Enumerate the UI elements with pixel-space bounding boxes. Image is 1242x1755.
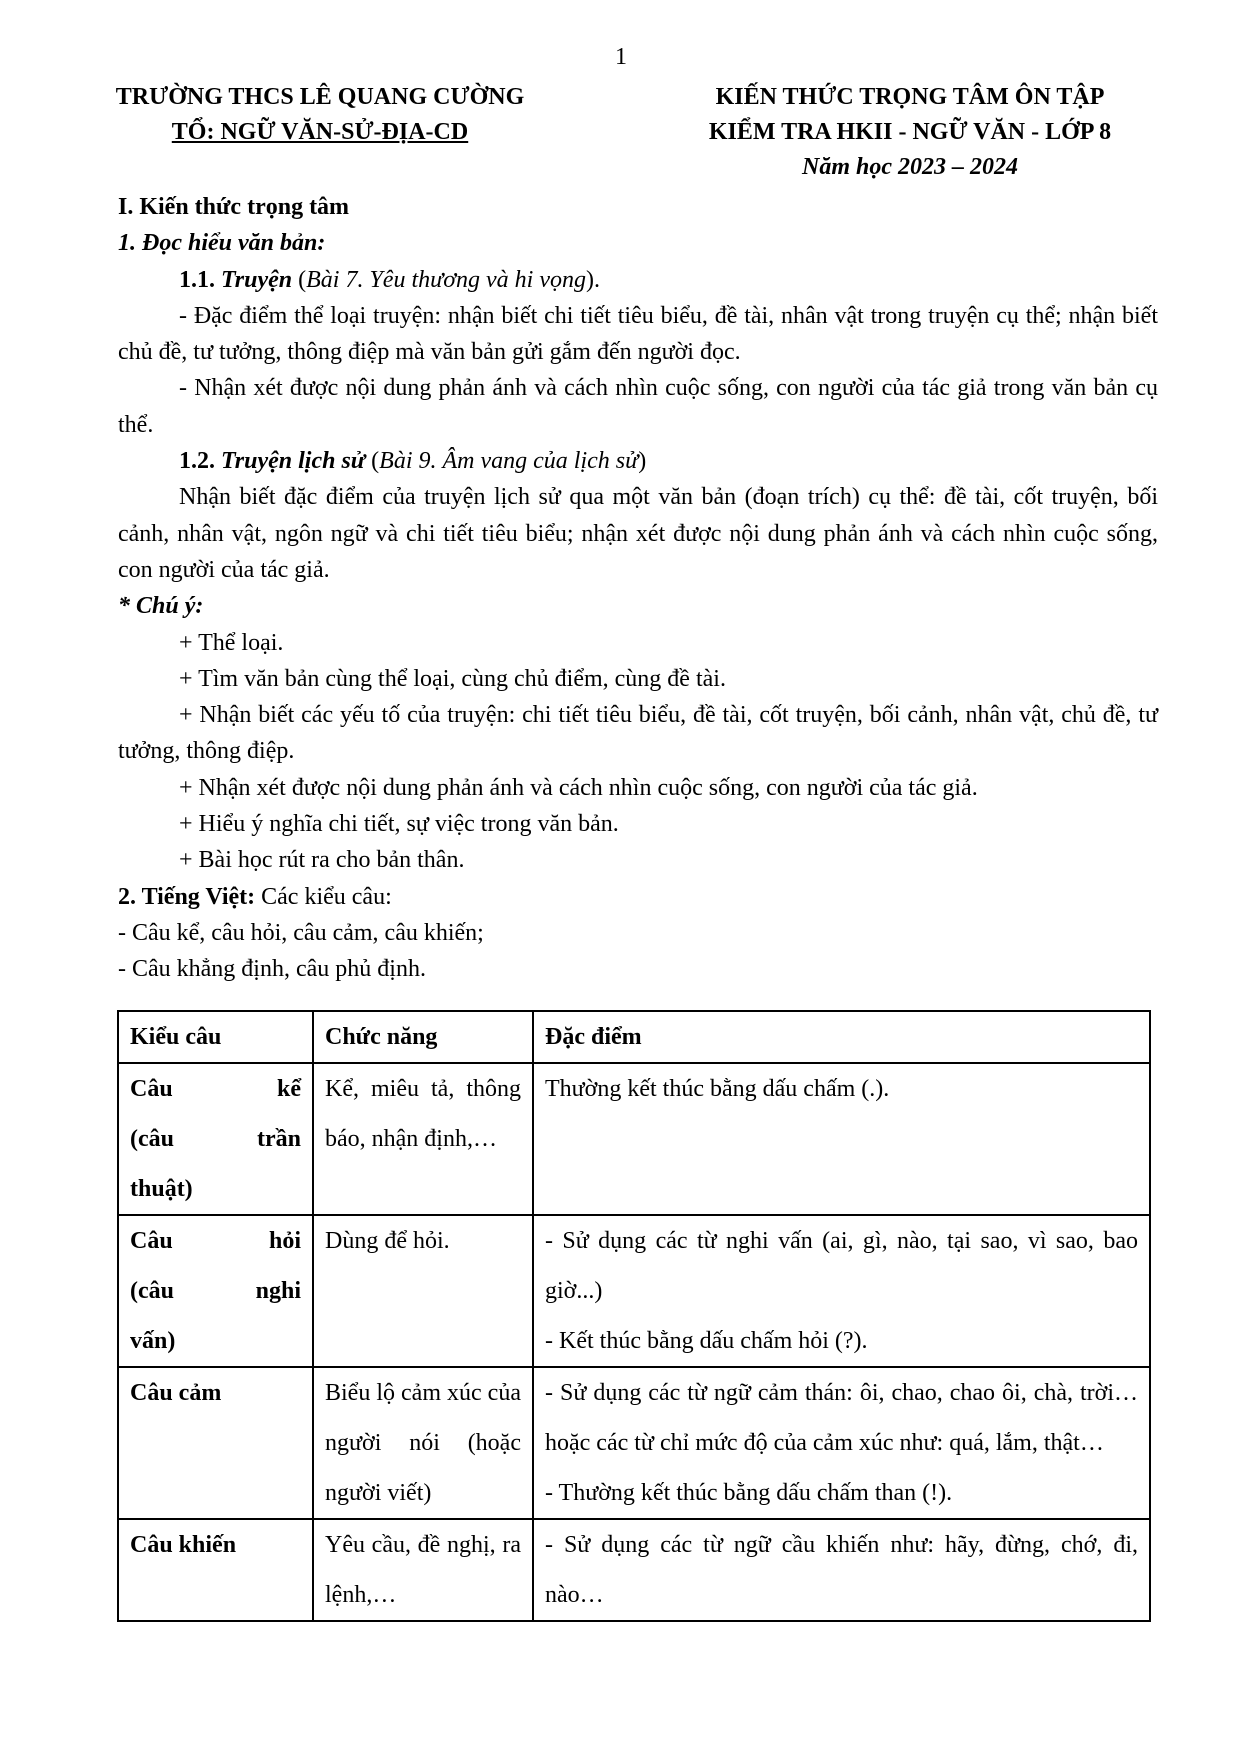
cell-type-line: thuật) bbox=[130, 1176, 193, 1202]
cell-type-line: Câu kể bbox=[130, 1076, 301, 1102]
table-row bbox=[118, 1063, 1150, 1215]
subsection-1-1-number: 1.1. bbox=[179, 266, 221, 293]
header-right bbox=[620, 80, 1200, 185]
cell-function: Biểu lộ cảm xúc của người nói (hoặc người viết) bbox=[313, 1367, 533, 1519]
cell-type-line: Câu hỏi bbox=[130, 1228, 301, 1254]
header-cell-features: Đặc điểm bbox=[533, 1011, 1150, 1063]
feature-line: Thường kết thúc bằng dấu chấm (.). bbox=[545, 1076, 890, 1102]
subsection-1-2-heading bbox=[118, 443, 1158, 479]
paren-open: ( bbox=[365, 448, 380, 475]
table-row bbox=[118, 1519, 1150, 1621]
cell-features bbox=[533, 1063, 1150, 1215]
note-item: + Thể loại. bbox=[179, 629, 284, 656]
feature-line: - Sử dụng các từ ngữ cầu khiến như: hãy, đừng, chớ, đi, nào… bbox=[545, 1532, 1138, 1608]
cell-function: Kể, miêu tả, thông báo, nhận định,… bbox=[313, 1063, 533, 1215]
feature-line: - Sử dụng các từ nghi vấn (ai, gì, nào, tại sao, vì sao, bao giờ...) bbox=[545, 1228, 1138, 1304]
subsection-1-2-title: Truyện lịch sử bbox=[221, 448, 366, 475]
feature-line: - Kết thúc bằng dấu chấm hỏi (?). bbox=[545, 1328, 868, 1354]
cell-type bbox=[118, 1367, 313, 1519]
cell-type-line: Câu khiến bbox=[130, 1532, 237, 1558]
header-left bbox=[60, 80, 580, 150]
paren-close: ). bbox=[585, 266, 600, 293]
cell-type bbox=[118, 1063, 313, 1215]
cell-features bbox=[533, 1367, 1150, 1519]
subsection-1-2-number: 1.2. bbox=[179, 448, 221, 475]
list-item: - Câu kể, câu hỏi, câu cảm, câu khiến; bbox=[118, 919, 484, 946]
subsection-vietnamese bbox=[118, 879, 1158, 915]
subsection-1-2-lesson: Bài 9. Âm vang của lịch sử bbox=[379, 448, 639, 475]
note-item: + Bài học rút ra cho bản thân. bbox=[179, 847, 465, 874]
subsection-reading: 1. Đọc hiểu văn bản: bbox=[118, 230, 326, 257]
section-heading: I. Kiến thức trọng tâm bbox=[118, 194, 350, 220]
header-cell-type: Kiểu câu bbox=[118, 1011, 313, 1063]
subsection-1-1-lesson: Bài 7. Yêu thương và hi vọng bbox=[306, 266, 586, 293]
department-name: TỔ: NGỮ VĂN-SỬ-ĐỊA-CD bbox=[171, 119, 469, 145]
feature-line: - Thường kết thúc bằng dấu chấm than (!). bbox=[545, 1480, 953, 1506]
cell-type bbox=[118, 1519, 313, 1621]
note-label: * Chú ý: bbox=[118, 593, 204, 620]
paren-close: ) bbox=[638, 448, 647, 475]
page-number: 1 bbox=[615, 44, 627, 70]
feature-line: - Sử dụng các từ ngữ cảm thán: ôi, chao, chao ôi, chà, trời…hoặc các từ chỉ mức độ của cảm xúc như: quá, lắm, thật… bbox=[545, 1380, 1138, 1456]
note-item: + Nhận xét được nội dung phản ánh và cách nhìn cuộc sống, con người của tác giả. bbox=[179, 774, 978, 801]
subsection-vietnamese-label: 2. Tiếng Việt: bbox=[118, 883, 256, 910]
paragraph: - Đặc điểm thể loại truyện: nhận biết chi tiết tiêu biểu, đề tài, nhân vật trong truyện cụ thể; nhận biết chủ đề, tư tưởng, thông điệp mà văn bản gửi gắm đến người đọc. bbox=[118, 302, 1158, 366]
cell-features bbox=[533, 1519, 1150, 1621]
school-name: TRƯỜNG THCS LÊ QUANG CƯỜNG bbox=[115, 84, 525, 110]
paren-open: ( bbox=[292, 266, 307, 293]
sentence-types-table bbox=[117, 1010, 1151, 1622]
table-row bbox=[118, 1215, 1150, 1367]
doc-title-line1: KIẾN THỨC TRỌNG TÂM ÔN TẬP bbox=[715, 84, 1105, 110]
doc-title-line2: KIỂM TRA HKII - NGỮ VĂN - LỚP 8 bbox=[708, 119, 1112, 145]
subsection-vietnamese-text: Các kiểu câu: bbox=[255, 883, 392, 910]
note-item: + Hiểu ý nghĩa chi tiết, sự việc trong văn bản. bbox=[179, 811, 619, 838]
cell-features bbox=[533, 1215, 1150, 1367]
note-item: + Nhận biết các yếu tố của truyện: chi tiết tiêu biểu, đề tài, cốt truyện, bối cảnh, nhân vật, chủ đề, tư tưởng, thông điệp. bbox=[118, 702, 1158, 765]
paragraph: Nhận biết đặc điểm của truyện lịch sử qua một văn bản (đoạn trích) cụ thể: đề tài, cốt truyện, bối cảnh, nhân vật, ngôn ngữ và chi tiết tiêu biểu; nhận xét được nội dung phản ánh và cách nhìn cuộc sống, con người của tác giả. bbox=[118, 484, 1158, 583]
cell-function: Dùng để hỏi. bbox=[313, 1215, 533, 1367]
note-item: + Tìm văn bản cùng thể loại, cùng chủ điểm, cùng đề tài. bbox=[179, 665, 726, 692]
table-header-row bbox=[118, 1011, 1150, 1063]
subsection-1-1-title: Truyện bbox=[221, 266, 293, 293]
cell-function: Yêu cầu, đề nghị, ra lệnh,… bbox=[313, 1519, 533, 1621]
list-item: - Câu khẳng định, câu phủ định. bbox=[118, 956, 426, 983]
cell-type-line: (câu trần bbox=[130, 1126, 301, 1152]
header-cell-function: Chức năng bbox=[313, 1011, 533, 1063]
subsection-1-1-heading bbox=[118, 262, 1158, 298]
cell-type-line: (câu nghi bbox=[130, 1278, 301, 1304]
cell-type bbox=[118, 1215, 313, 1367]
cell-type-line: Câu cảm bbox=[130, 1380, 222, 1406]
cell-type-line: vấn) bbox=[130, 1328, 176, 1354]
paragraph: - Nhận xét được nội dung phản ánh và cách nhìn cuộc sống, con người của tác giả trong văn bản cụ thể. bbox=[118, 375, 1158, 438]
table-row bbox=[118, 1367, 1150, 1519]
school-year: Năm học 2023 – 2024 bbox=[802, 154, 1018, 180]
document-body bbox=[118, 189, 1158, 988]
